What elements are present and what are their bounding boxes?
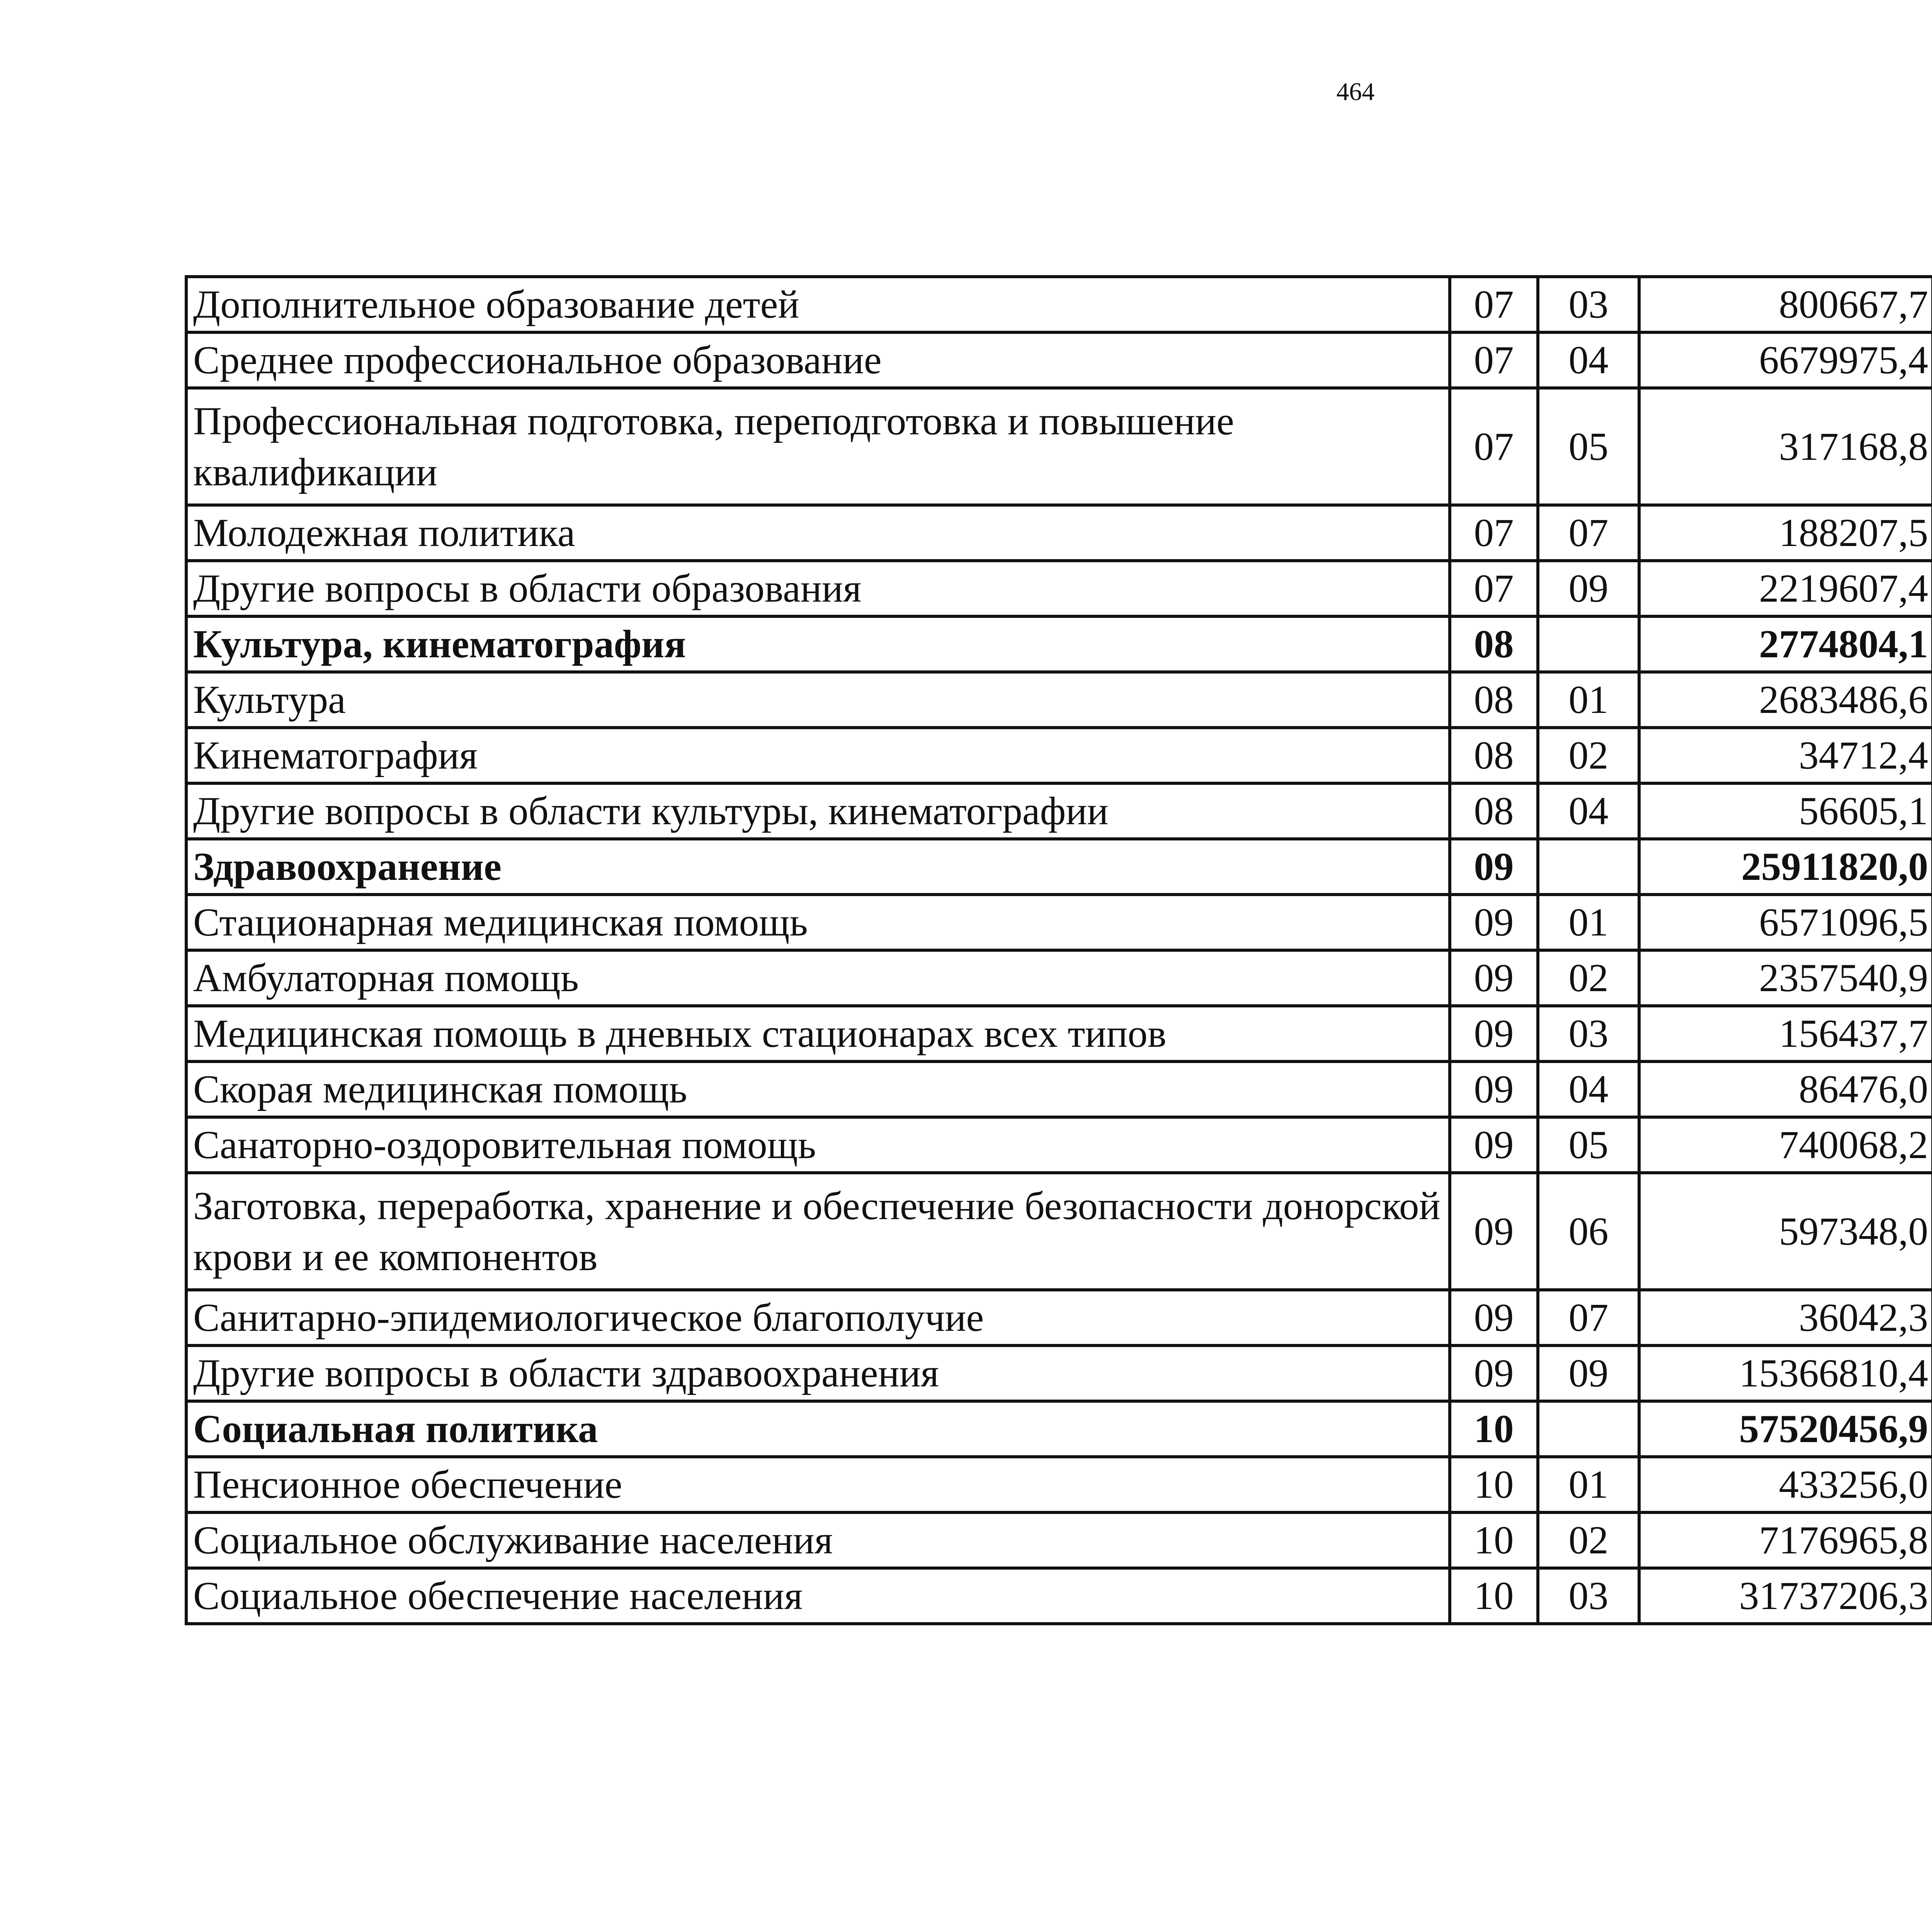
row-value-1: 740068,2 bbox=[1639, 1117, 1932, 1173]
row-name: Стационарная медицинская помощь bbox=[186, 895, 1450, 950]
row-name: Социальное обеспечение населения bbox=[186, 1568, 1450, 1624]
row-name: Культура, кинематография bbox=[186, 616, 1450, 672]
row-section-code: 10 bbox=[1450, 1568, 1538, 1624]
row-value-1: 800667,7 bbox=[1639, 277, 1932, 332]
row-section-code: 09 bbox=[1450, 1173, 1538, 1290]
row-name: Культура bbox=[186, 672, 1450, 728]
row-name: Заготовка, переработка, хранение и обеспечение безопасности донорской крови и ее компонентов bbox=[186, 1173, 1450, 1290]
row-name: Среднее профессиональное образование bbox=[186, 332, 1450, 388]
row-subsection-code bbox=[1538, 839, 1639, 895]
row-name: Другие вопросы в области образования bbox=[186, 561, 1450, 616]
row-value-1: 2683486,6 bbox=[1639, 672, 1932, 728]
table-row bbox=[186, 839, 1932, 895]
row-value-1: 25911820,0 bbox=[1639, 839, 1932, 895]
row-section-code: 09 bbox=[1450, 895, 1538, 950]
row-name: Дополнительное образование детей bbox=[186, 277, 1450, 332]
table-row bbox=[186, 1117, 1932, 1173]
row-value-1: 36042,3 bbox=[1639, 1290, 1932, 1345]
row-value-1: 317168,8 bbox=[1639, 388, 1932, 505]
row-subsection-code: 01 bbox=[1538, 895, 1639, 950]
row-section-code: 09 bbox=[1450, 1117, 1538, 1173]
row-value-1: 597348,0 bbox=[1639, 1173, 1932, 1290]
table-row bbox=[186, 728, 1932, 783]
table-row bbox=[186, 277, 1932, 332]
row-value-1: 2219607,4 bbox=[1639, 561, 1932, 616]
row-value-1: 156437,7 bbox=[1639, 1006, 1932, 1061]
row-name: Кинематография bbox=[186, 728, 1450, 783]
row-subsection-code: 02 bbox=[1538, 950, 1639, 1006]
row-name: Молодежная политика bbox=[186, 505, 1450, 561]
page-number: 464 bbox=[1336, 78, 1375, 106]
row-section-code: 09 bbox=[1450, 839, 1538, 895]
row-name: Амбулаторная помощь bbox=[186, 950, 1450, 1006]
row-section-code: 09 bbox=[1450, 1290, 1538, 1345]
table-row bbox=[186, 1061, 1932, 1117]
row-value-1: 188207,5 bbox=[1639, 505, 1932, 561]
row-section-code: 08 bbox=[1450, 783, 1538, 839]
row-subsection-code: 05 bbox=[1538, 1117, 1639, 1173]
row-value-1: 34712,4 bbox=[1639, 728, 1932, 783]
row-subsection-code: 09 bbox=[1538, 1345, 1639, 1401]
row-value-1: 6571096,5 bbox=[1639, 895, 1932, 950]
row-name: Социальная политика bbox=[186, 1401, 1450, 1457]
row-name: Здравоохранение bbox=[186, 839, 1450, 895]
table-row bbox=[186, 1512, 1932, 1568]
row-name: Социальное обслуживание населения bbox=[186, 1512, 1450, 1568]
row-subsection-code: 05 bbox=[1538, 388, 1639, 505]
row-name: Медицинская помощь в дневных стационарах всех типов bbox=[186, 1006, 1450, 1061]
row-subsection-code: 02 bbox=[1538, 728, 1639, 783]
row-value-1: 86476,0 bbox=[1639, 1061, 1932, 1117]
row-section-code: 07 bbox=[1450, 277, 1538, 332]
row-subsection-code: 06 bbox=[1538, 1173, 1639, 1290]
row-value-1: 433256,0 bbox=[1639, 1457, 1932, 1512]
table-row bbox=[186, 1345, 1932, 1401]
row-section-code: 07 bbox=[1450, 505, 1538, 561]
table-row bbox=[186, 1401, 1932, 1457]
table-row bbox=[186, 1290, 1932, 1345]
row-value-1: 2357540,9 bbox=[1639, 950, 1932, 1006]
row-section-code: 07 bbox=[1450, 388, 1538, 505]
row-name: Санитарно-эпидемиологическое благополучие bbox=[186, 1290, 1450, 1345]
row-name: Пенсионное обеспечение bbox=[186, 1457, 1450, 1512]
row-section-code: 10 bbox=[1450, 1401, 1538, 1457]
row-value-1: 31737206,3 bbox=[1639, 1568, 1932, 1624]
row-name: Другие вопросы в области культуры, кинематографии bbox=[186, 783, 1450, 839]
row-name: Скорая медицинская помощь bbox=[186, 1061, 1450, 1117]
row-subsection-code bbox=[1538, 616, 1639, 672]
row-section-code: 10 bbox=[1450, 1457, 1538, 1512]
table-row bbox=[186, 1568, 1932, 1624]
row-section-code: 07 bbox=[1450, 332, 1538, 388]
table-row bbox=[186, 505, 1932, 561]
row-subsection-code: 07 bbox=[1538, 505, 1639, 561]
row-value-1: 6679975,4 bbox=[1639, 332, 1932, 388]
table-row bbox=[186, 895, 1932, 950]
row-subsection-code: 07 bbox=[1538, 1290, 1639, 1345]
table-row bbox=[186, 561, 1932, 616]
row-subsection-code: 01 bbox=[1538, 1457, 1639, 1512]
row-section-code: 09 bbox=[1450, 1006, 1538, 1061]
budget-table bbox=[185, 275, 1932, 1625]
table-body bbox=[186, 277, 1932, 1624]
row-name: Профессиональная подготовка, переподготовка и повышение квалификации bbox=[186, 388, 1450, 505]
row-section-code: 09 bbox=[1450, 1061, 1538, 1117]
row-section-code: 09 bbox=[1450, 1345, 1538, 1401]
table-row bbox=[186, 672, 1932, 728]
row-value-1: 57520456,9 bbox=[1639, 1401, 1932, 1457]
row-subsection-code: 03 bbox=[1538, 277, 1639, 332]
row-subsection-code: 02 bbox=[1538, 1512, 1639, 1568]
row-name: Другие вопросы в области здравоохранения bbox=[186, 1345, 1450, 1401]
table-row bbox=[186, 1457, 1932, 1512]
row-section-code: 08 bbox=[1450, 616, 1538, 672]
row-subsection-code: 09 bbox=[1538, 561, 1639, 616]
row-section-code: 07 bbox=[1450, 561, 1538, 616]
table-row bbox=[186, 1173, 1932, 1290]
row-section-code: 10 bbox=[1450, 1512, 1538, 1568]
table-row bbox=[186, 1006, 1932, 1061]
row-value-1: 56605,1 bbox=[1639, 783, 1932, 839]
row-section-code: 09 bbox=[1450, 950, 1538, 1006]
table-row bbox=[186, 616, 1932, 672]
row-section-code: 08 bbox=[1450, 728, 1538, 783]
table-row bbox=[186, 783, 1932, 839]
row-value-1: 2774804,1 bbox=[1639, 616, 1932, 672]
row-section-code: 08 bbox=[1450, 672, 1538, 728]
row-value-1: 15366810,4 bbox=[1639, 1345, 1932, 1401]
table-row bbox=[186, 388, 1932, 505]
row-subsection-code: 03 bbox=[1538, 1006, 1639, 1061]
row-subsection-code: 01 bbox=[1538, 672, 1639, 728]
row-subsection-code: 04 bbox=[1538, 1061, 1639, 1117]
row-subsection-code: 03 bbox=[1538, 1568, 1639, 1624]
row-name: Санаторно-оздоровительная помощь bbox=[186, 1117, 1450, 1173]
row-subsection-code: 04 bbox=[1538, 783, 1639, 839]
table-row bbox=[186, 332, 1932, 388]
row-subsection-code: 04 bbox=[1538, 332, 1639, 388]
table-row bbox=[186, 950, 1932, 1006]
row-subsection-code bbox=[1538, 1401, 1639, 1457]
row-value-1: 7176965,8 bbox=[1639, 1512, 1932, 1568]
